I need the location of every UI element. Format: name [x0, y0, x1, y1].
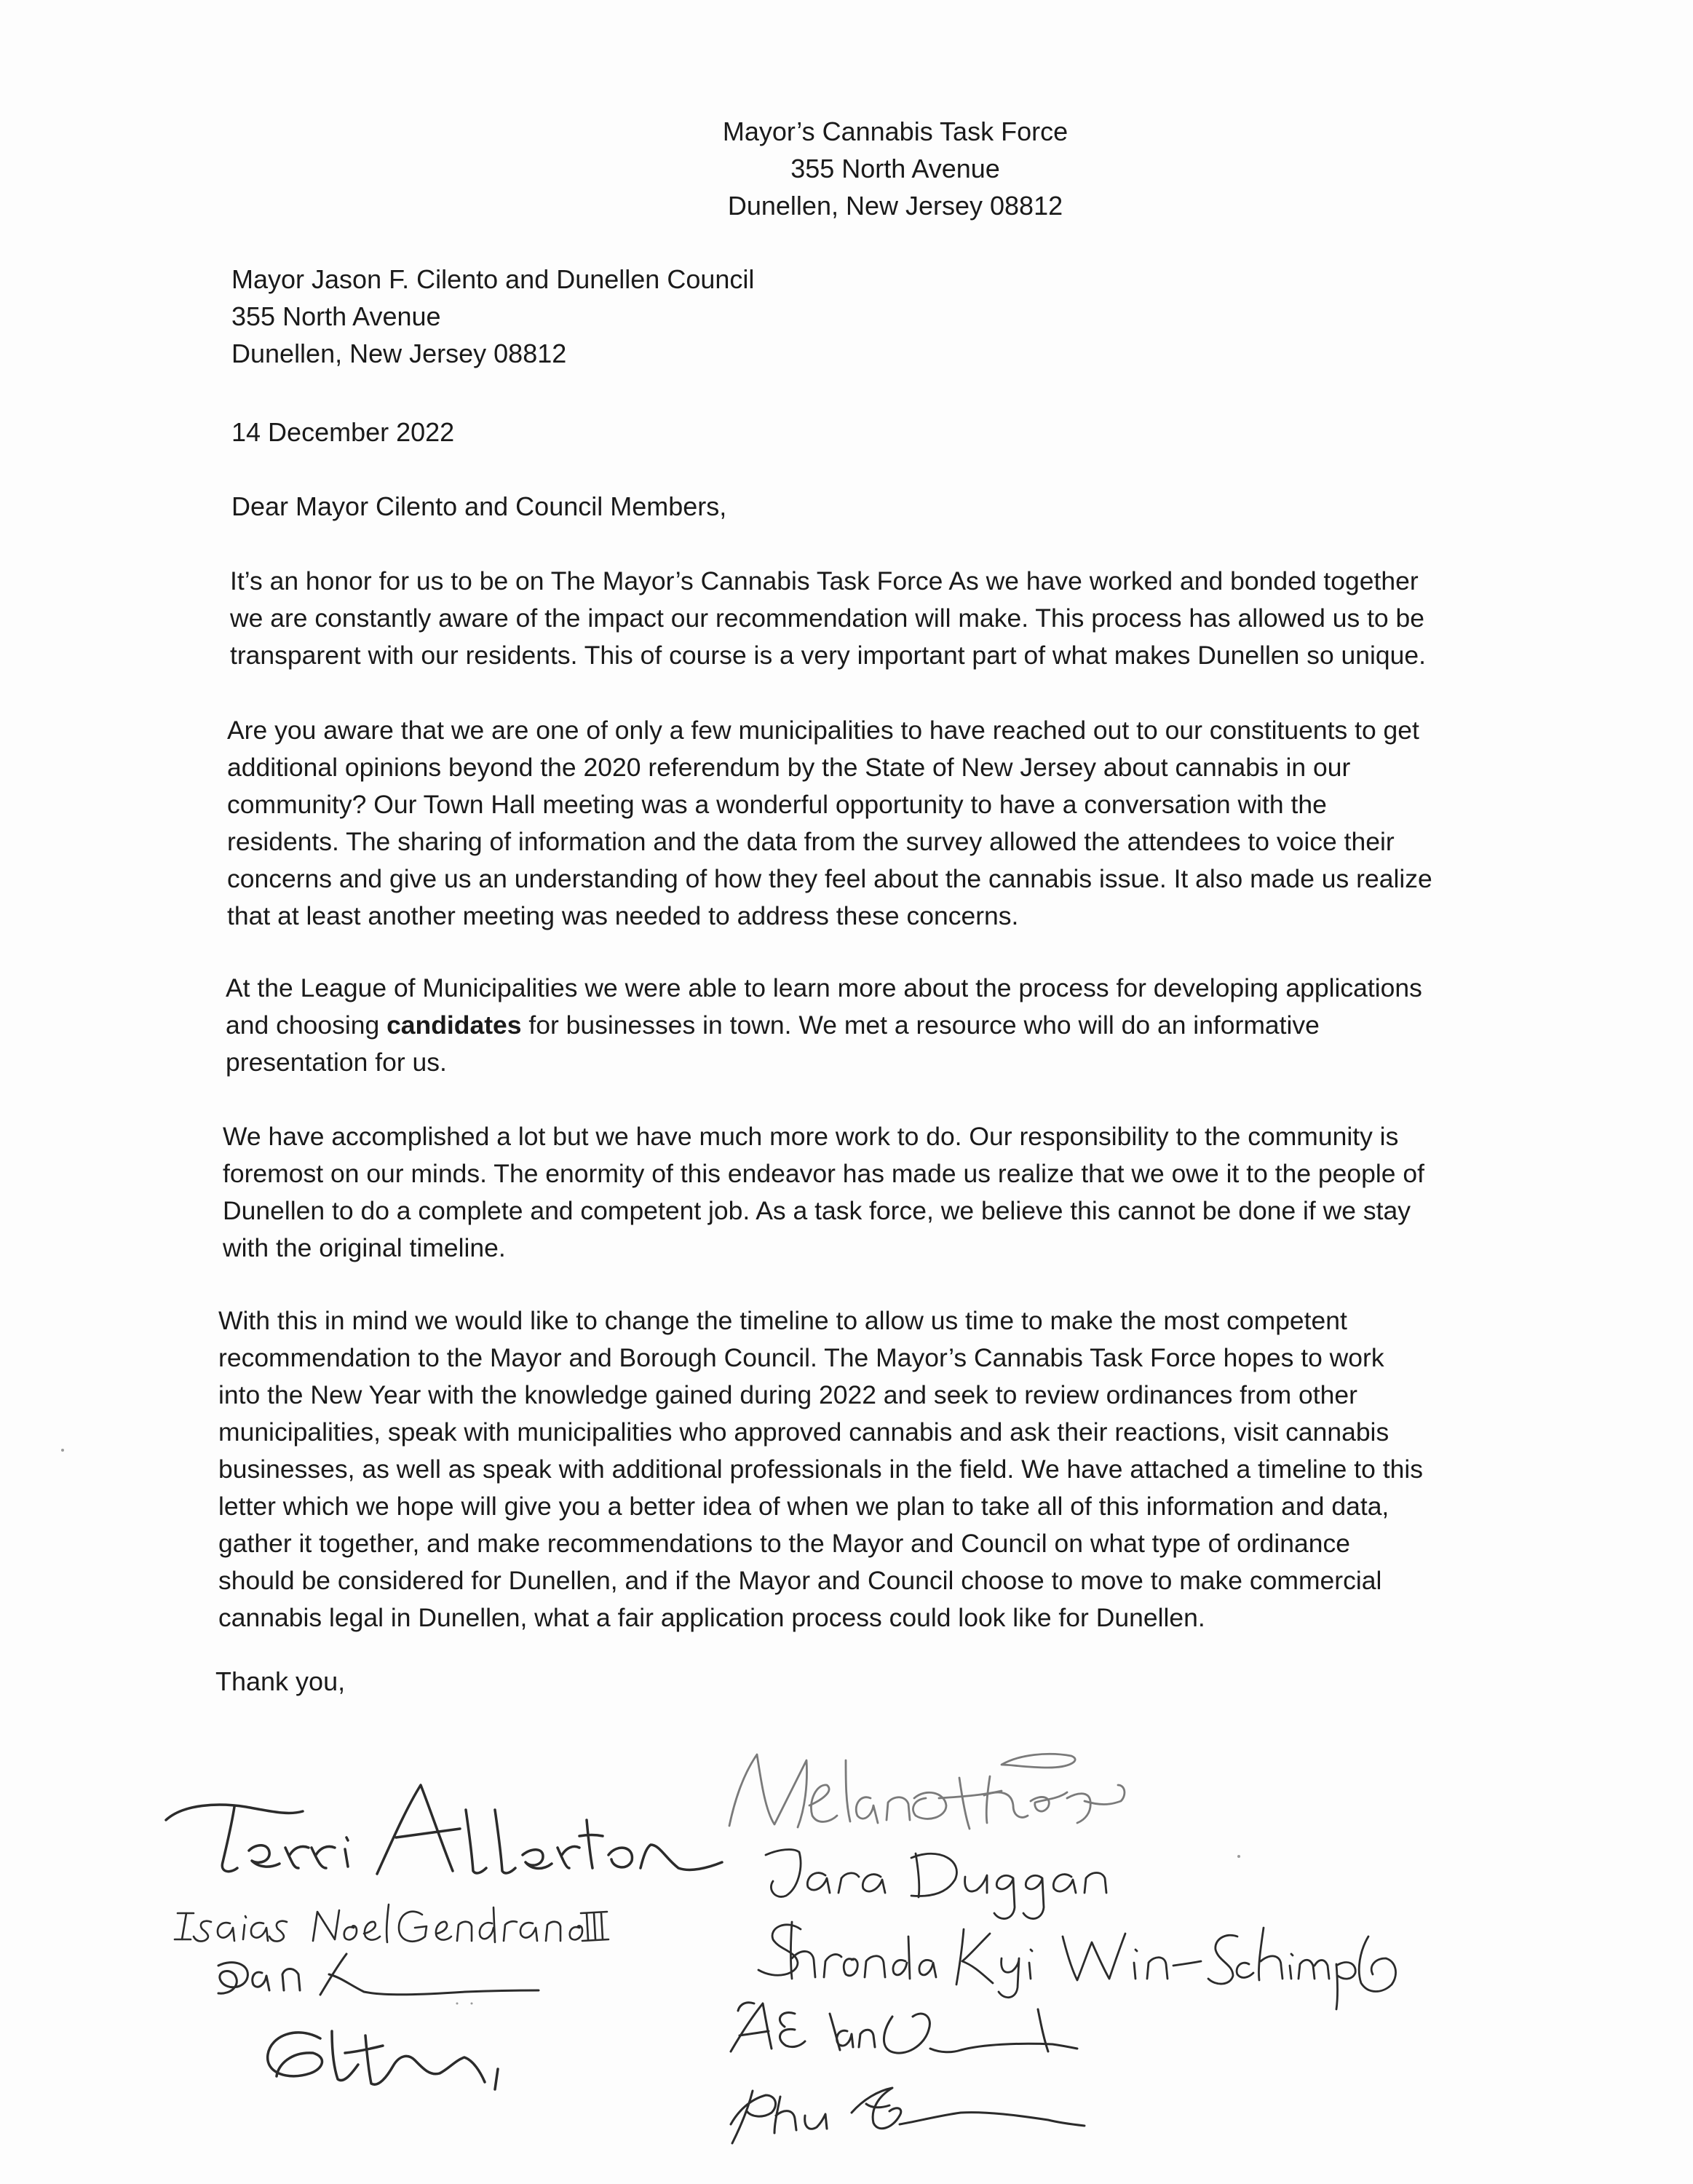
paragraph-line: additional opinions beyond the 2020 referendum by the State of New Jersey about cannabis in our — [227, 753, 1351, 782]
paragraph-league — [226, 970, 1550, 1081]
paragraph-honor — [230, 563, 1555, 674]
text-run: for businesses in town. We met a resource who will do an informative — [521, 1010, 1320, 1040]
paragraph-line: recommendation to the Mayor and Borough Council. The Mayor’s Cannabis Task Force hopes to work — [218, 1343, 1384, 1372]
paragraph-line: municipalities, speak with municipalities who approved cannabis and ask their reactions, visit cannabis — [218, 1417, 1389, 1447]
signature-terri-allerton — [166, 1785, 722, 1874]
paragraph-line: community? Our Town Hall meeting was a wonderful opportunity to have a conversation with the — [227, 790, 1327, 819]
paragraph-line: It’s an honor for us to be on The Mayor’s Cannabis Task Force As we have worked and bonded together — [230, 566, 1419, 596]
text-run: and choosing — [226, 1010, 387, 1040]
paragraph-line: transparent with our residents. This of course is a very important part of what makes Dunellen so unique. — [230, 641, 1427, 670]
letter-date: 14 December 2022 — [231, 417, 455, 447]
paragraph-line: gather it together, and make recommendations to the Mayor and Council on what type of ordinance — [218, 1529, 1351, 1558]
paragraph-line — [226, 1007, 1550, 1044]
sender-name: Mayor’s Cannabis Task Force — [722, 116, 1068, 146]
paragraph-line: At the League of Municipalities we were able to learn more about the process for developing applications — [226, 973, 1422, 1002]
signature-ae — [731, 2003, 1077, 2053]
recipient-city: Dunellen, New Jersey 08812 — [231, 339, 567, 368]
paragraph-accomplished — [223, 1118, 1547, 1267]
signature-scribble-bottom-right — [731, 2088, 1085, 2143]
paragraph-outreach — [227, 712, 1552, 935]
paragraph-line: foremost on our minds. The enormity of this endeavor has made us realize that we owe it to the people of — [223, 1159, 1424, 1188]
paragraph-line: cannabis legal in Dunellen, what a fair application process could look like for Dunellen. — [218, 1603, 1205, 1632]
paragraph-line: into the New Year with the knowledge gained during 2022 and seek to review ordinances from other — [218, 1380, 1357, 1409]
recipient-address-block — [231, 261, 754, 372]
paragraph-line: presentation for us. — [226, 1048, 447, 1077]
paragraph-line: letter which we hope will give you a better idea of when we plan to take all of this information and data, — [218, 1492, 1389, 1521]
paragraph-line: that at least another meeting was needed to address these concerns. — [227, 901, 1019, 930]
sender-address-block — [641, 113, 1150, 224]
sender-street: 355 North Avenue — [790, 154, 1000, 183]
paragraph-line: We have accomplished a lot but we have much more work to do. Our responsibility to the community is — [223, 1122, 1399, 1151]
salutation: Dear Mayor Cilento and Council Members, — [231, 491, 727, 521]
paragraph-line: with the original timeline. — [223, 1233, 506, 1262]
paragraph-line: concerns and give us an understanding of how they feel about the cannabis issue. It also made us realize — [227, 864, 1432, 893]
signature-shronda-win-schimpf — [758, 1922, 1396, 2009]
paragraph-line: businesses, as well as speak with additional professionals in the field. We have attached a timeline to this — [218, 1455, 1423, 1484]
signature-melanie-tiernan — [729, 1754, 1125, 1829]
paragraph-line: should be considered for Dunellen, and if the Mayor and Council choose to move to make commercial — [218, 1566, 1382, 1595]
paragraph-line: Dunellen to do a complete and competent job. As a task force, we believe this cannot be done if we stay — [223, 1196, 1411, 1225]
bold-word-candidates: candidates — [386, 1010, 522, 1040]
paragraph-line: Are you aware that we are one of only a few municipalities to have reached out to our constituents to get — [227, 716, 1419, 745]
paragraph-line: With this in mind we would like to change the timeline to allow us time to make the most competent — [218, 1306, 1347, 1335]
signature-isaias-gendrano — [175, 1904, 608, 1942]
signature-scribble-bottom-left — [268, 2031, 498, 2089]
recipient-street: 355 North Avenue — [231, 301, 441, 331]
sender-city: Dunellen, New Jersey 08812 — [727, 191, 1063, 221]
closing: Thank you, — [215, 1666, 346, 1696]
paragraph-line: we are constantly aware of the impact our recommendation will make. This process has allowed us to be — [230, 604, 1425, 633]
signature-initials-mark — [218, 1954, 539, 1995]
paragraph-timeline — [218, 1302, 1543, 1637]
paragraph-line: residents. The sharing of information and the data from the survey allowed the attendees to voice their — [227, 827, 1395, 856]
recipient-name: Mayor Jason F. Cilento and Dunellen Council — [231, 264, 755, 294]
signature-jana-duggan — [766, 1850, 1106, 1919]
